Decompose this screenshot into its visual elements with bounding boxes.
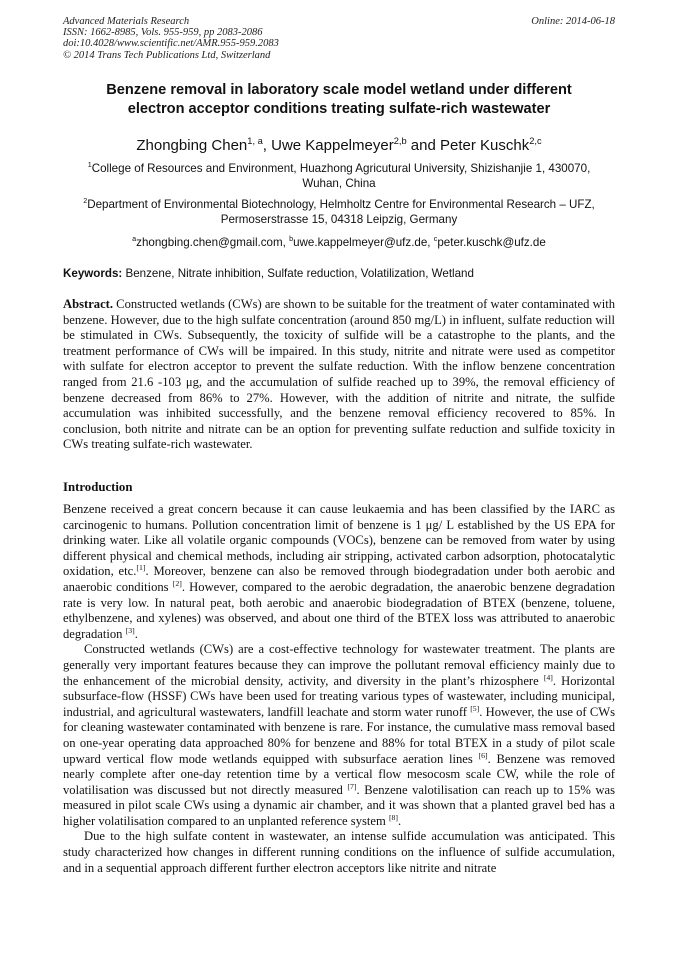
online-date: Online: 2014-06-18 [531,16,615,27]
citation: [6] [478,750,488,760]
citation: [8] [388,812,399,822]
intro-paragraph-2 [63,642,615,829]
text-run: . Moreover, benzene can also be removed through biodegradation under both aerobic and anaerobic conditions [63,564,615,594]
email-c: peter.kuschk@ufz.de [437,235,546,249]
email-list [63,231,615,250]
email-a: zhongbing.chen@gmail.com, [136,235,290,249]
keywords-label: Keywords: [63,267,123,280]
copyright-line: © 2014 Trans Tech Publications Ltd, Switzerland [63,49,271,61]
section-heading-introduction: Introduction [63,480,133,494]
abstract-label: Abstract. [63,297,114,311]
citation: [1] [136,563,146,573]
doi-line: doi:10.4028/www.scientific.net/AMR.955-959.2083 [63,38,279,50]
affiliation-2-line-1: Department of Environmental Biotechnology, Helmholtz Centre for Environmental Research – UFZ, [87,197,595,211]
affiliation-2 [63,193,615,228]
title-line-1: Benzene removal in laboratory scale model wetland under different [106,82,572,98]
citation: [4] [543,672,553,682]
author-1-sup: 1, a [247,136,263,146]
intro-paragraph-1 [63,502,615,642]
text-run: . [398,813,402,828]
citation: [3] [125,625,135,635]
email-a-sup: a [132,234,137,243]
citation: [7] [347,781,357,791]
journal-header [63,16,615,61]
journal-name: Advanced Materials Research [63,16,190,27]
author-2: , Uwe Kappelmeyer [262,137,394,154]
text-run: Constructed wetlands (CWs) are a cost-effective technology for wastewater treatment. The plants are generally very important features because they can improve the pollutant removal efficiency mainly due to the enhancement of the microbial density, activity, and diversity in the plant’s rhizosphere [63,642,615,688]
text-run: . [134,626,138,641]
keywords [63,266,615,281]
affiliation-1-line-1: College of Resources and Environment, Huazhong Agricutural University, Shizishanjie 1, 430070, [91,161,591,175]
text-run: . Benzene valotilisation can reach up to 15% was measured in pilot scale CWs using a dynamic air chamber, and it was shown that a planted gravel bed has a higher volatilisation compared to an unplanted reference system [63,782,615,828]
affiliation-1-sup: 1 [87,160,92,169]
title-line-2: electron acceptor conditions treating sulfate-rich wastewater [127,101,551,117]
introduction-body [63,502,615,876]
abstract-text: Constructed wetlands (CWs) are shown to be suitable for the treatment of water contaminated with benzene. However, due to the high sulfate concentration (around 850 mg/L) in influent, sulfate reduction will be stimulated in CWs. Subsequently, the toxicity of sulfide will be a catastrophe to the plants, and the treatment performance of CWs will be impaired. In this study, nitrite and nitrate were used as competitor with sulfate for electron acceptor to prevent the sulfate reduction. With the inflow benzene concentration ranged from 21.6 -103 μg, and the accumulation of sulfide reached up to 39%, the removal efficiency of benzene decreased from 86% to 27%. However, with the addition of nitrite and nitrate, the sulfide accumulation was inhibited successfully, and the benzene removal efficiency recovered to 85%. In conclusion, both nitrite and nitrate can be an option for preventing sulfate reduction and sulfide toxicity in CWs treating sulfate-rich wastewater. [63,297,615,452]
text-run: . Horizontal subsurface-flow (HSSF) CWs have been used for treating various types of wastewater, including municipal, industrial, and agricultural wastewaters, landfill leachate and storm water runoff [63,673,616,719]
text-run: . However, the use of CWs for cleaning wastewater contaminated with benzene is rare. For instance, the cumulative mass removal based on one-year operating data approached 80% for benzene and 88% for total BTEX in a study of pilot scale upward vertical flow mode wetlands equipped with subsurface aeration lines [63,704,616,766]
keywords-text: Benzene, Nitrate inhibition, Sulfate reduction, Volatilization, Wetland [122,267,474,280]
affiliation-2-line-2: Permoserstrasse 15, 04318 Leipzig, Germany [220,213,458,227]
author-3: and Peter Kuschk [406,137,530,154]
author-list [40,132,638,155]
email-b-sup: b [289,234,294,243]
text-run: Benzene received a great concern because it can cause leukaemia and has been classified by the IARC as carcinogenic to humans. Pollution concentration limit of benzene is 1 μg/ L established by the US EPA for drinking water. Like all volatile organic compounds (VOCs), benzene can be removed from water by using different physical and chemical methods, including air stripping, activated carbon adsorption, photocatalytic oxidation, etc. [63,502,615,579]
abstract [63,297,615,453]
citation: [5] [470,703,480,713]
citation: [2] [172,578,182,588]
affiliation-2-sup: 2 [83,196,88,205]
email-b: uwe.kappelmeyer@ufz.de, [293,235,434,249]
text-run: . Benzene was removed nearly complete after one-day retention time by a vertical flow mesocosm scale CW, while the role of volatilisation was discussed but not directly measured [63,751,615,797]
author-3-sup: 2,c [529,136,542,146]
author-1: Zhongbing Chen [136,137,248,154]
intro-paragraph-3: Due to the high sulfate content in wastewater, an intense sulfide accumulation was anticipated. This study characterized how changes in different running conditions on the influence of sulfide accumulation, and in a sequential approach different further electron acceptors like nitrite and nitrate [63,829,615,875]
email-c-sup: c [433,234,438,243]
affiliation-1 [63,157,615,192]
text-run: . However, compared to the aerobic degradation, the anaerobic benzene degradation rate is very low. In natural peat, both aerobic and anaerobic biodegradation of BTEX (benzene, toluene, ethylbenzene, and xylenes) was observed, and about one third of the BTEX loss was attributed to anaerobic degradation [63,579,616,641]
affiliation-1-line-2: Wuhan, China [302,177,376,191]
issn-line: ISSN: 1662-8985, Vols. 955-959, pp 2083-2086 [63,27,263,39]
paper-title [40,81,638,119]
author-2-sup: 2,b [393,136,407,146]
